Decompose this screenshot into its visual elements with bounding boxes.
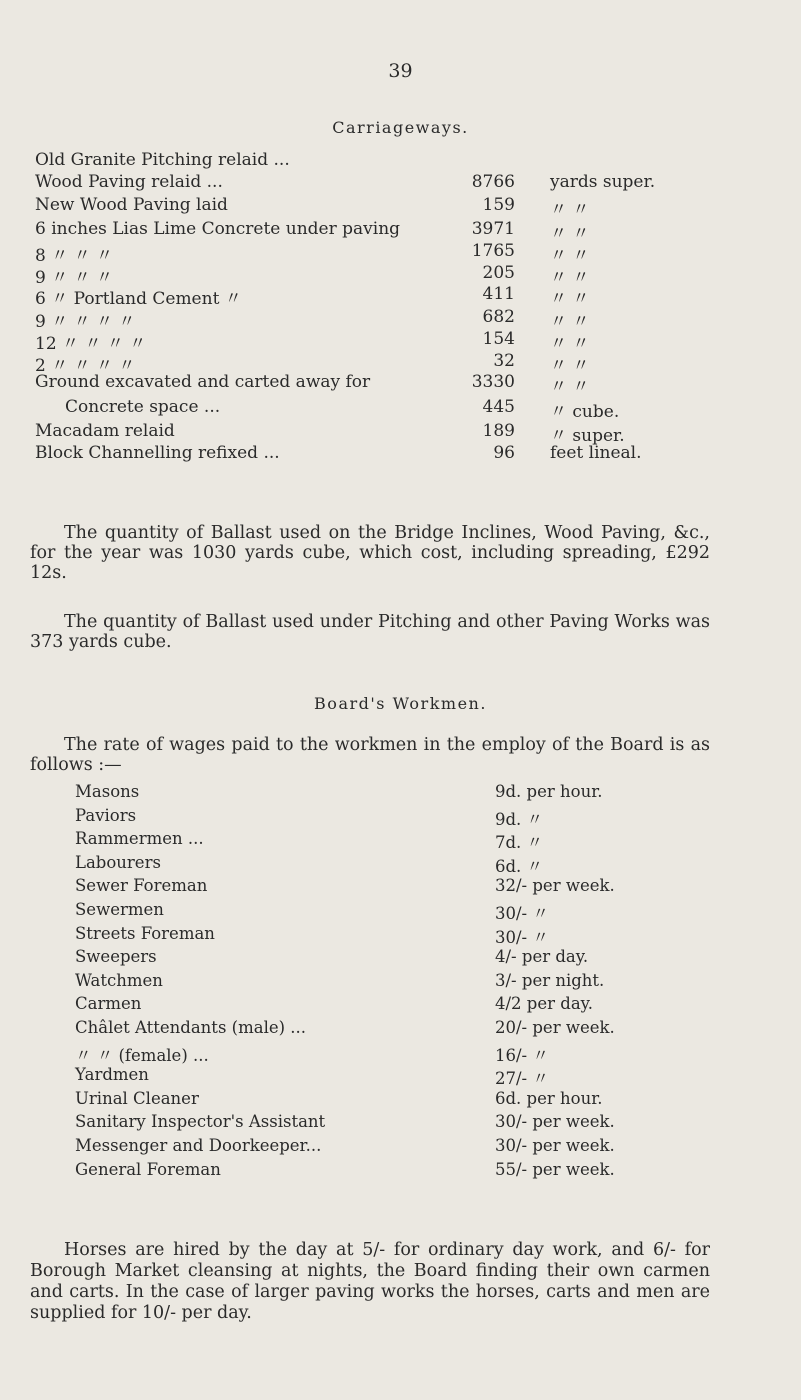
wage-role: Streets Foreman <box>75 923 215 943</box>
wage-role: Urinal Cleaner <box>75 1088 199 1108</box>
carriageway-quantity: 159 <box>482 195 515 215</box>
wage-row <box>75 1089 675 1111</box>
carriageway-row <box>0 284 801 309</box>
wage-role: Labourers <box>75 852 161 872</box>
wage-row <box>75 1065 675 1087</box>
wage-role: Messenger and Doorkeeper... <box>75 1136 322 1155</box>
carriageway-row <box>0 307 801 332</box>
wage-role: Carmen <box>75 994 142 1014</box>
carriageway-label: Block Channelling refixed ... <box>35 443 280 463</box>
carriageway-row <box>0 329 801 354</box>
carriageway-unit: 〃 〃 <box>550 268 590 288</box>
wage-row <box>75 1112 675 1134</box>
wage-role: Sanitary Inspector's Assistant <box>75 1112 326 1132</box>
wage-row <box>75 947 675 969</box>
wage-row <box>75 1042 675 1064</box>
carriageway-row <box>0 443 801 465</box>
wage-rate: 30/- 〃 <box>495 927 549 947</box>
carriageway-quantity: 682 <box>482 307 515 327</box>
carriageway-label: 2 〃 〃 〃 〃 <box>35 356 136 376</box>
wage-rate: 30/- per week. <box>495 1136 615 1155</box>
wage-row <box>75 971 675 993</box>
carriageway-label: 6 〃 Portland Cement 〃 <box>35 289 242 309</box>
carriageway-label: Wood Paving relaid ... <box>35 172 223 192</box>
wage-role: 〃 〃 (female) ... <box>75 1045 209 1065</box>
wage-rate: 55/- per week. <box>495 1159 615 1179</box>
ballast-paragraph-1 <box>30 523 710 583</box>
carriageway-label: 6 inches Lias Lime Concrete under paving <box>35 219 401 239</box>
carriageway-quantity: 154 <box>482 329 515 349</box>
carriageway-quantity: 445 <box>482 397 515 417</box>
wage-rate: 30/- 〃 <box>495 904 549 923</box>
wage-rate: 6d. 〃 <box>495 856 544 876</box>
wage-row <box>75 1160 675 1182</box>
carriageway-quantity: 411 <box>482 284 515 304</box>
wage-role: Sweepers <box>75 947 157 967</box>
wage-rate: 9d. per hour. <box>495 782 603 801</box>
wage-role: Rammermen ... <box>75 829 204 849</box>
horses-paragraph-text: Horses are hired by the day at 5/- for ordinary day work, and 6/- for Borough Market cleansing at nights, the Board finding their own carmen and carts. In the case of larger paving works the horses, carts and men are supplied for 10/- per day. <box>30 1240 710 1323</box>
carriageway-row <box>0 150 801 172</box>
wage-role: Watchmen <box>75 970 163 990</box>
wage-role: Sewermen <box>75 900 164 919</box>
carriageway-row <box>0 397 801 422</box>
carriageway-quantity: 205 <box>482 263 515 283</box>
carriageway-row <box>0 241 801 266</box>
wage-row <box>75 900 675 922</box>
carriageway-quantity: 1765 <box>471 241 515 261</box>
wage-rate: 20/- per week. <box>495 1018 615 1037</box>
wage-rate: 4/2 per day. <box>495 994 594 1014</box>
wage-role: Châlet Attendants (male) ... <box>75 1018 307 1037</box>
carriageway-row <box>0 263 801 288</box>
wage-row <box>75 924 675 946</box>
wage-role: Masons <box>75 782 140 801</box>
wage-role: Sewer Foreman <box>75 876 208 896</box>
ballast-paragraph-2-text: The quantity of Ballast used under Pitching and other Paving Works was 373 yards cube. <box>30 612 710 652</box>
wage-role: Yardmen <box>75 1065 149 1085</box>
wage-rate: 6d. per hour. <box>495 1088 603 1108</box>
wage-rate: 3/- per night. <box>495 970 605 990</box>
carriageway-unit: 〃 〃 <box>550 377 590 397</box>
carriageway-quantity: 32 <box>493 351 515 371</box>
wage-row <box>75 806 675 828</box>
wage-row <box>75 782 675 804</box>
carriageway-label: 9 〃 〃 〃 <box>35 268 114 288</box>
carriageway-quantity: 8766 <box>471 172 515 192</box>
wage-row <box>75 876 675 898</box>
carriageway-unit: feet lineal. <box>550 443 642 463</box>
wage-row <box>75 994 675 1016</box>
carriageway-unit: 〃 〃 <box>550 334 590 354</box>
ballast-paragraph-2 <box>30 612 710 652</box>
carriageways-heading: Carriageways. <box>332 118 469 137</box>
wage-rate: 32/- per week. <box>495 876 615 896</box>
carriageway-unit: 〃 〃 <box>550 200 590 220</box>
wage-rate: 16/- 〃 <box>495 1045 549 1065</box>
carriageway-unit: 〃 〃 <box>550 289 590 309</box>
page-number: 39 <box>388 60 413 82</box>
carriageway-unit: 〃 〃 <box>550 224 590 244</box>
carriageway-unit: 〃 〃 <box>550 312 590 332</box>
carriageway-unit: 〃 super. <box>550 426 625 446</box>
workmen-heading: Board's Workmen. <box>314 694 487 713</box>
horses-paragraph <box>30 1240 710 1324</box>
carriageway-label: 9 〃 〃 〃 〃 <box>35 312 136 332</box>
carriageway-label: Ground excavated and carted away for <box>35 372 371 392</box>
wage-row <box>75 853 675 875</box>
ballast-paragraph-1-text: The quantity of Ballast used on the Bridge Inclines, Wood Paving, &c., for the year was 1030 yards cube, which cost, including spreading, £292 12s. <box>30 523 710 583</box>
workmen-intro-text: The rate of wages paid to the workmen in the employ of the Board is as follows :— <box>30 735 710 775</box>
carriageway-label: New Wood Paving laid <box>35 195 228 215</box>
wage-role: General Foreman <box>75 1159 221 1179</box>
wage-row <box>75 1018 675 1040</box>
wage-rate: 30/- per week. <box>495 1112 615 1132</box>
carriageway-label: Macadam relaid <box>35 421 175 441</box>
carriageway-row <box>0 172 801 194</box>
carriageway-quantity: 3971 <box>471 219 515 239</box>
carriageway-row <box>0 195 801 220</box>
carriageway-label: Concrete space ... <box>65 397 221 417</box>
carriageway-label: Old Granite Pitching relaid ... <box>35 150 290 170</box>
workmen-intro <box>30 735 710 775</box>
wage-rate: 7d. 〃 <box>495 833 544 853</box>
wage-rate: 9d. 〃 <box>495 809 544 829</box>
carriageway-label: 8 〃 〃 〃 <box>35 246 114 266</box>
carriageway-quantity: 189 <box>482 421 515 441</box>
wage-rate: 4/- per day. <box>495 947 589 967</box>
carriageway-row <box>0 219 801 244</box>
wage-row <box>75 1136 675 1158</box>
carriageway-quantity: 96 <box>493 443 515 463</box>
wage-role: Paviors <box>75 805 137 825</box>
carriageway-quantity: 3330 <box>471 372 515 392</box>
carriageway-row <box>0 351 801 376</box>
carriageway-unit: yards super. <box>550 172 656 192</box>
carriageway-row <box>0 372 801 397</box>
wage-row <box>75 829 675 851</box>
wage-rate: 27/- 〃 <box>495 1069 549 1089</box>
carriageway-unit: 〃 〃 <box>550 356 590 376</box>
carriageway-unit: 〃 〃 <box>550 246 590 266</box>
carriageway-unit: 〃 cube. <box>550 402 620 422</box>
carriageway-label: 12 〃 〃 〃 〃 <box>35 334 147 354</box>
carriageway-row <box>0 421 801 446</box>
